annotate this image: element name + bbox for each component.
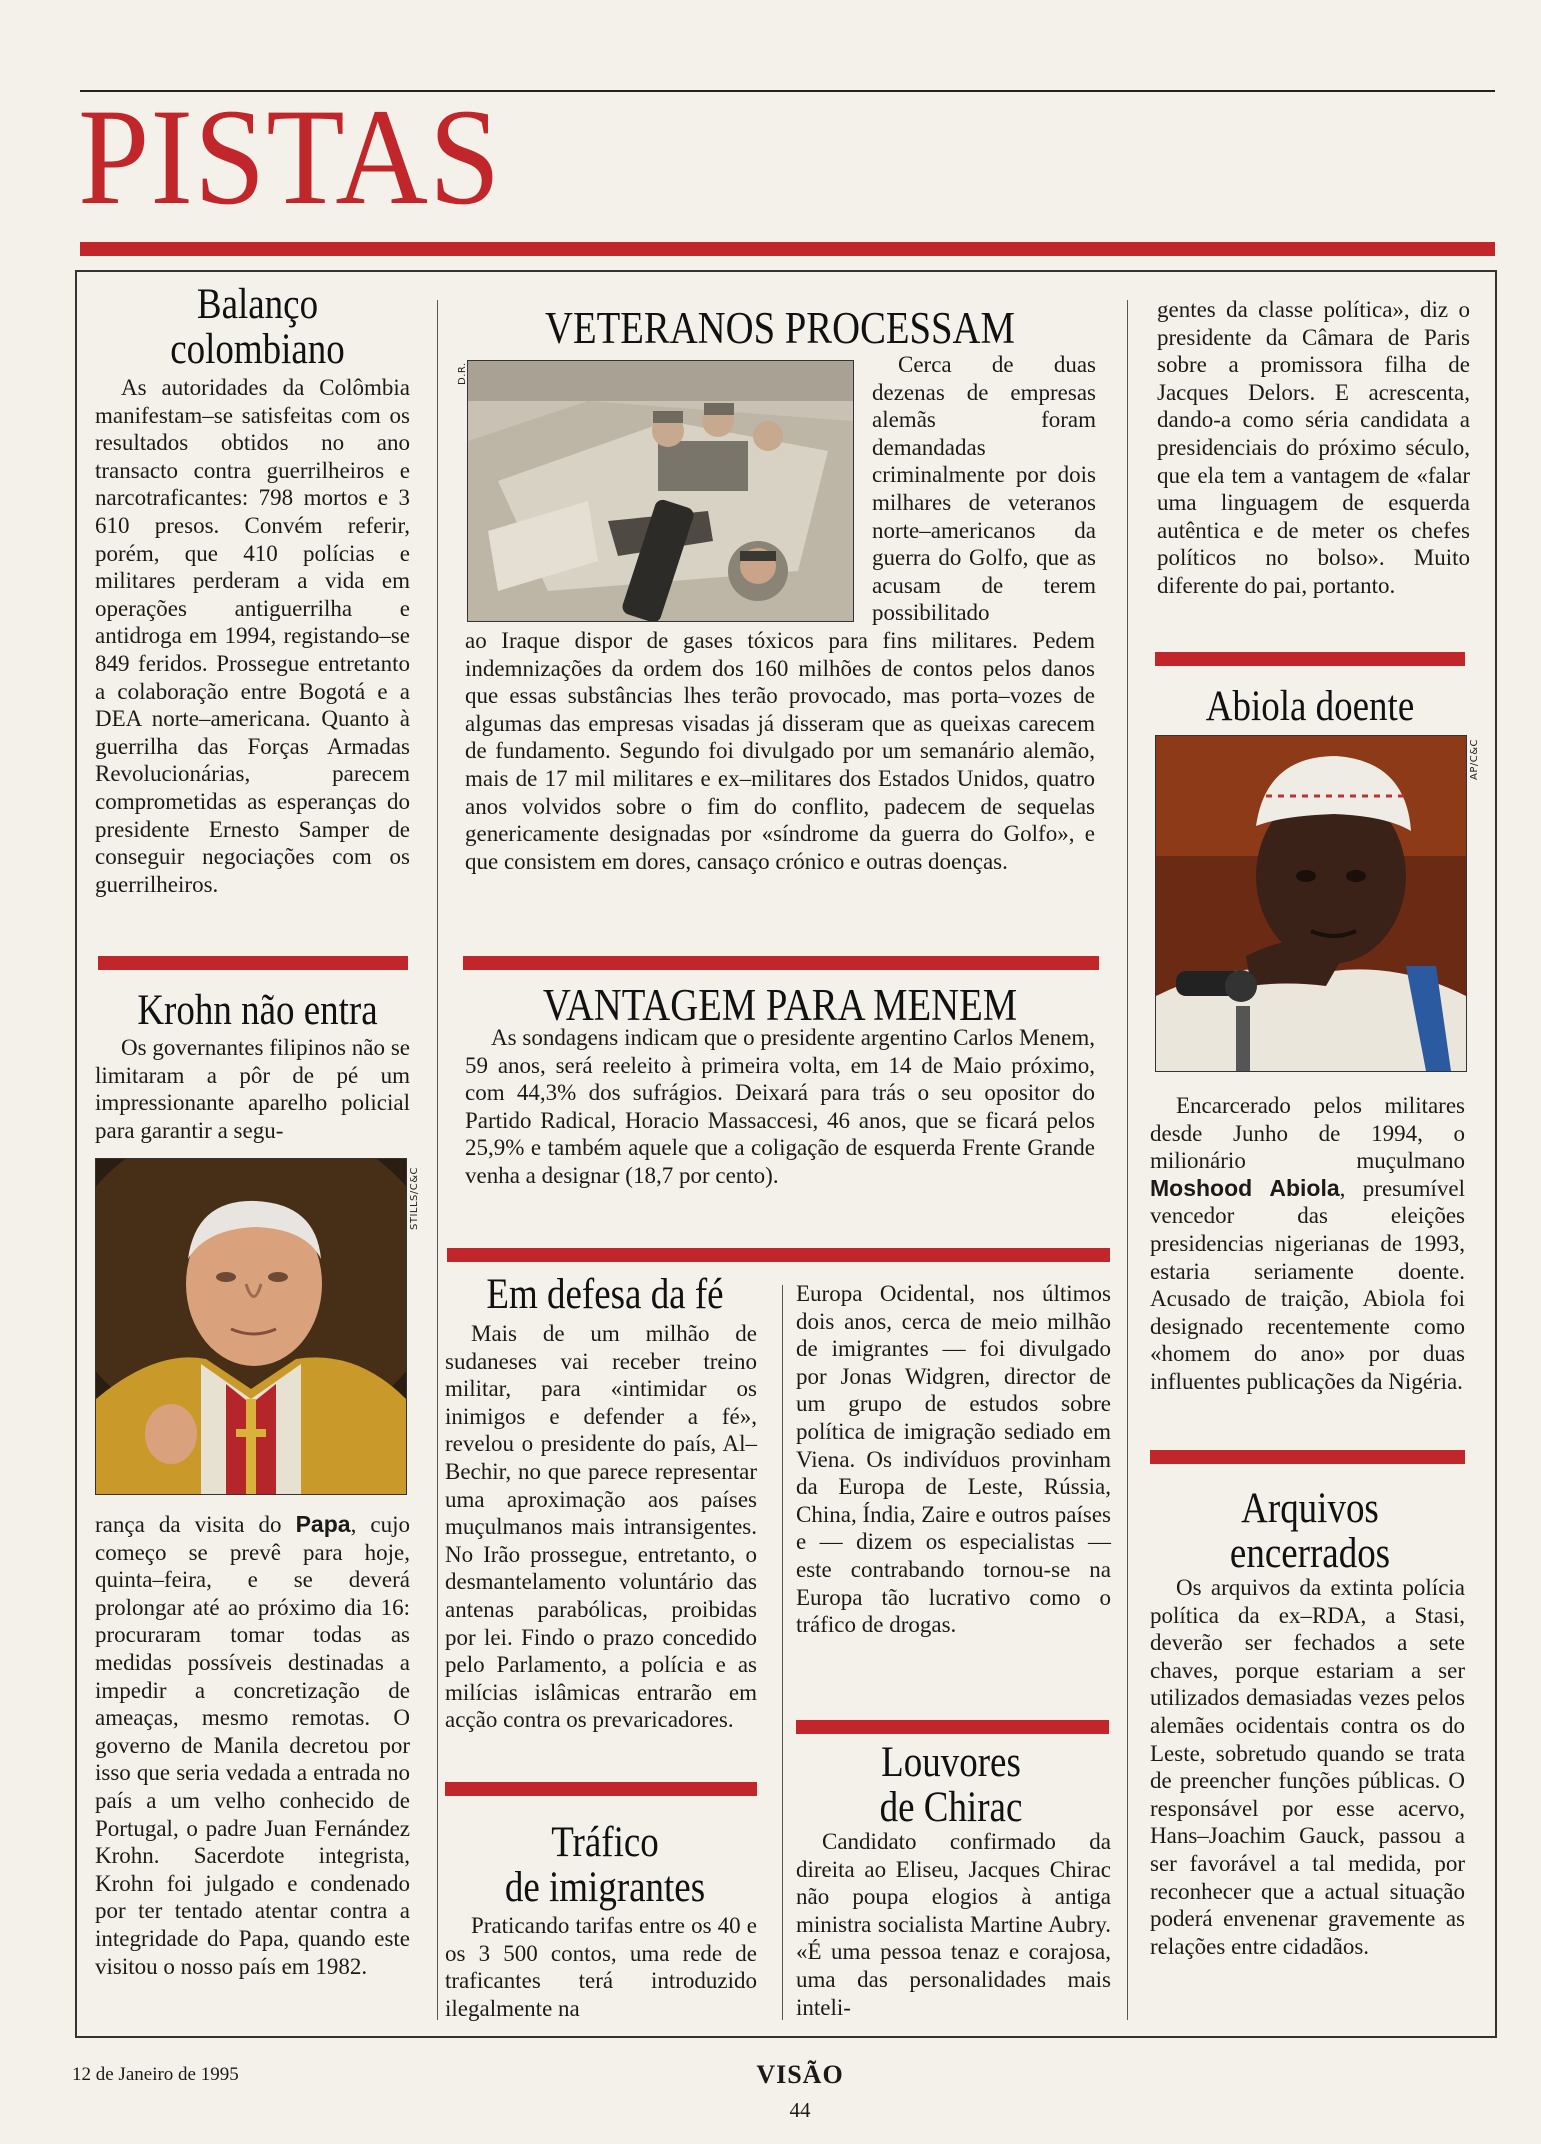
divider-red-bar xyxy=(796,1720,1109,1734)
divider-red-bar xyxy=(447,1248,1110,1262)
header-red-bar xyxy=(80,242,1495,256)
page-number: 44 xyxy=(789,2098,811,2122)
issue-date: 12 de Janeiro de 1995 xyxy=(72,2064,239,2085)
article-title-abiola: Abiola doente xyxy=(1205,683,1415,730)
article-body-krohn-top: Os governantes filipinos não se limitaram a pôr de pé um impressionante aparelho policial para garantir a segu- xyxy=(95,1035,410,1143)
pope-portrait-image xyxy=(96,1159,406,1494)
article-body-abiola: Encarcerado pelos militares desde Junho de 1994, o milionário muçulmano Moshood Abiola, presumível vencedor das eleições presidencias nigerianas de 1993, estaria seriamente doente. Acusado de traição, Abiola foi designado recentemente como «homem do ano» por duas influentes publicações da Nigéria. xyxy=(1150,1093,1465,1394)
article-title-defesa: Em defesa da fé xyxy=(486,1271,724,1318)
article-body-menem: As sondagens indicam que o presidente argentino Carlos Menem, 59 anos, será reeleito à primeira volta, em 14 de Maio próximo, com 44,3% dos sufrágios. Deixará para trás o seu opositor do Partido Radical, Horacio Massaccesi, 46 anos, que se ficará pelos 25,9% e também aquele que a coligação de esquerda Frente Grande venha a designar (18,7 por cento). xyxy=(465,1025,1095,1188)
column-divider xyxy=(437,300,438,2020)
pope-photo xyxy=(95,1158,407,1495)
article-body-chirac-continuation: gentes da classe política», diz o presidente da Câmara de Paris sobre a promissora filha de Jacques Delors. E acrescenta, dando-a como séria candidata a presidenciais do próximo século, que ela tem a vantagem de «falar uma linguagem de esquerda autêntica e de meter os chefes políticos no bolso». Muito diferente do pai, portanto. xyxy=(1157,297,1470,598)
article-body-chirac: Candidato confirmado da direita ao Eliseu, Jacques Chirac não poupa elogios à antiga ministra socialista Martine Aubry. «É uma pessoa tenaz e corajosa, uma das personalidades mais inteli- xyxy=(796,1829,1111,2020)
article-body-trafico-continuation: Europa Ocidental, nos últimos dois anos, cerca de meio milhão de imigrantes — foi divulgado por Jonas Widgren, director de um grupo de estudos sobre política de imigração sediado em Viena. Os indivíduos provinham da Europa de Leste, Rússia, China, Índia, Zaire e outros países e — dizem os especialistas — este contrabando tornou-se na Europa tão lucrativo como o tráfico de drogas. xyxy=(796,1281,1111,1638)
article-title-arquivos: Arquivos encerrados xyxy=(1229,1485,1391,1577)
section-title: PISTAS xyxy=(78,80,502,233)
article-title-menem: VANTAGEM PARA MENEM xyxy=(542,980,1018,1030)
article-body-arquivos: Os arquivos da extinta polícia política da ex–RDA, a Stasi, deverão ser fechados a sete chaves, porque estariam a ser utilizados demasiadas vezes pelos alemães ocidentais contra os do Leste, sobretudo quando se trata de preencher funções públicas. O responsável por esse acervo, Hans–Joachim Gauck, passou a ser favorável a tal medida, por reconhecer que a actual situação poderá envenenar gravemente as relações entre cidadãos. xyxy=(1150,1575,1465,1959)
divider-red-bar xyxy=(445,1782,757,1796)
tank-soldiers-photo xyxy=(467,360,854,622)
article-title-balanco: Balanço colombiano xyxy=(170,281,345,373)
article-body-defesa: Mais de um milhão de sudaneses vai receber treino militar, para «intimidar os inimigos e defender a fé», revelou o presidente do país, Al–Bechir, no que parece representar uma aproximação aos países muçulmanos mais intransigentes. No Irão prossegue, entretanto, o desmantelamento voluntário das antenas parabólicas, proibidas por lei. Findo o prazo concedido pelo Parlamento, a polícia e as milícias islâmicas entrarão em acção contra os prevaricadores. xyxy=(445,1321,757,1733)
column-divider xyxy=(1127,300,1128,2020)
tank-soldiers-image xyxy=(468,361,853,621)
article-body-trafico: Praticando tarifas entre os 40 e os 3 500 contos, uma rede de traficantes terá introduzido ilegalmente na xyxy=(445,1913,757,2021)
photo-credit-pope: STILLS/C&C xyxy=(409,1166,420,1230)
divider-red-bar xyxy=(98,956,408,970)
article-title-trafico: Tráfico de imigrantes xyxy=(504,1819,706,1911)
divider-red-bar xyxy=(1155,652,1465,666)
column-divider xyxy=(782,1285,783,2020)
article-title-krohn: Krohn não entra xyxy=(137,987,378,1034)
article-body-veteranos: ao Iraque dispor de gases tóxicos para fins militares. Pedem indemnizações da ordem dos 160 milhões de contos pelos danos que essas substâncias lhes terão provocado, mas porta–vozes de algumas das empresas visadas já disseram que as queixas carecem de fundamento. Segundo foi divulgado por um semanário alemão, mais de 17 mil militares e ex–militares dos Estados Unidos, quatro anos volvidos sobre o fim do conflito, padecem de sequelas genericamente designadas por «síndrome da guerra do Golfo», e que consistem em dores, cansaço crónico e outras doenças. xyxy=(465,628,1095,874)
photo-credit-veteranos: D.R. xyxy=(457,362,468,385)
article-title-veteranos: VETERANOS PROCESSAM xyxy=(545,303,1015,353)
article-body-balanco: As autoridades da Colômbia manifestam–se satisfeitas com os resultados obtidos no ano transacto contra guerrilheiros e narcotraficantes: 798 mortos e 3 610 presos. Convém referir, porém, que 410 polícias e militares perderam a vida em operações antiguerrilha e antidroga em 1994, registando–se 849 feridos. Prossegue entretanto a colaboração entre Bogotá e a DEA norte–americana. Quanto à guerrilha das Forças Armadas Revolucionárias, parecem comprometidas as esperanças do presidente Ernesto Samper de conseguir negociações com os guerrilheiros. xyxy=(95,375,410,897)
abiola-portrait-image xyxy=(1156,736,1466,1071)
article-body-veteranos-wrap: Cerca de duas dezenas de empresas alemãs foram demandadas criminalmente por dois milhares de veteranos norte–americanos da guerra do Golfo, que as acusam de terem possibilitado xyxy=(872,352,1096,626)
abiola-photo xyxy=(1155,735,1467,1072)
magazine-name: VISÃO xyxy=(756,2060,844,2089)
divider-red-bar xyxy=(1150,1450,1465,1464)
article-title-chirac: Louvores de Chirac xyxy=(879,1739,1023,1831)
article-body-krohn-bottom: rança da visita do Papa, cujo começo se prevê para hoje, quinta–feira, e se deverá prolongar até ao próximo dia 16: procuraram tomar todas as medidas possíveis destinadas a impedir a concretização de ameaças, mesmo remotas. O governo de Manila decretou por isso que seria vedada a entrada no país a um velho conhecido de Portugal, o padre Juan Fernández Krohn. Sacerdote integrista, Krohn foi julgado e condenado por ter tentado atentar contra a integridade do Papa, quando este visitou o nosso país em 1982. xyxy=(95,1511,410,1979)
divider-red-bar xyxy=(463,956,1099,970)
photo-credit-abiola: AP/C&C xyxy=(1469,738,1480,780)
